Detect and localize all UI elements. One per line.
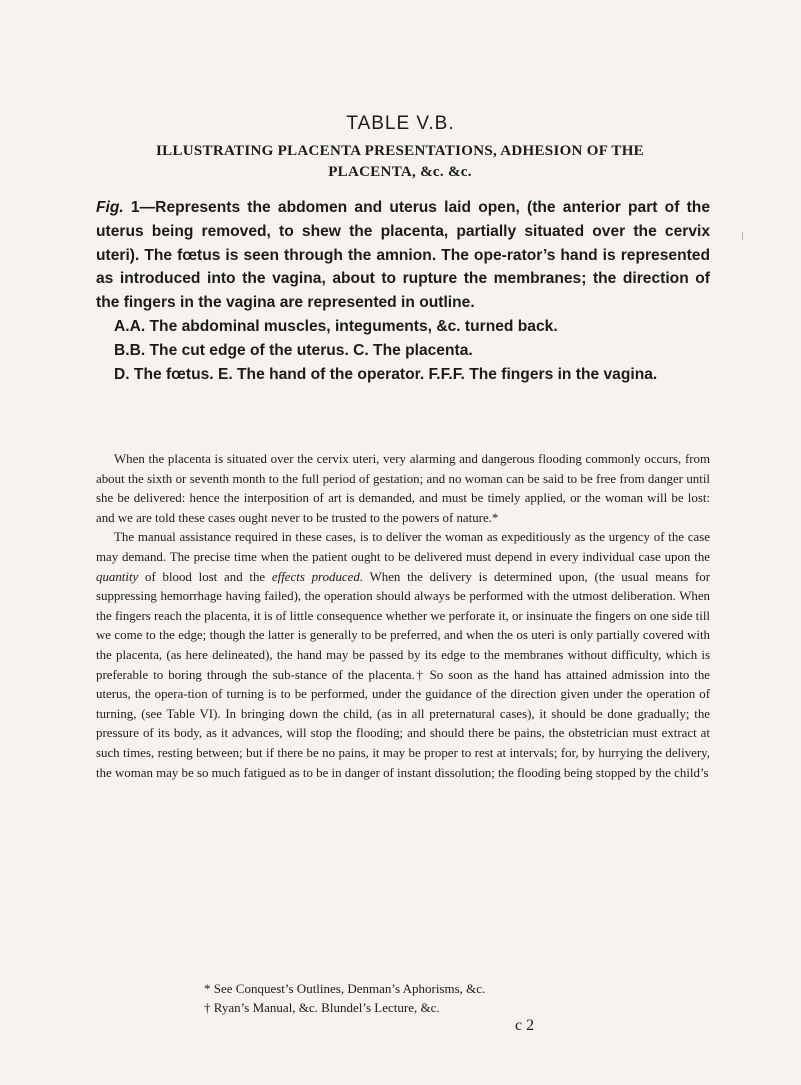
body-text: [96, 450, 710, 783]
paragraph: When the placenta is situated over the cervix uteri, very alarming and dangerous flooding commonly occurs, from about the sixth or seventh month to the full period of gestation; and no woman can be said to be free from danger until she be delivered: hence the interposition of art is demanded, and must be timely applied, or the woman will be lost: and we are told these cases ought never to be trusted to the powers of nature.*: [96, 452, 710, 525]
figure-label: Fig.: [96, 199, 124, 216]
paragraph-text: of blood lost and the: [138, 569, 272, 584]
legend-item: D. The fœtus. E. The hand of the operator. F.F.F. The fingers in the vagina.: [114, 365, 658, 383]
figure-caption-text: 1—Represents the abdomen and uterus laid open, (the anterior part of the uterus being removed, to shew the placenta, partially situated over the cervix uteri). The fœtus is seen through the amnion. The ope-rator’s hand is represented as introduced into the vagina, about to rupture the membranes; the direction of the fingers in the vagina are represented in outline.: [96, 199, 710, 312]
page-blemish: [742, 232, 743, 240]
footnote: † Ryan’s Manual, &c. Blundel’s Lecture, &c.: [204, 1000, 440, 1015]
signature-mark: c 2: [515, 1017, 535, 1034]
paragraph-text: The manual assistance required in these cases, is to deliver the woman as expeditiously as the urgency of the case may demand. The precise time when the patient ought to be delivered must depend in every individual case upon the: [96, 530, 710, 564]
emphasis-quantity: quantity: [96, 569, 139, 584]
legend-item: B.B. The cut edge of the uterus. C. The placenta.: [114, 341, 473, 359]
page-title: TABLE V.B.: [346, 113, 455, 134]
page-subtitle: ILLUSTRATING PLACENTA PRESENTATIONS, ADHESION OF THE PLACENTA, &c. &c.: [156, 143, 644, 180]
figure-description: [96, 196, 710, 386]
figure-caption: [96, 196, 710, 315]
legend-item: A.A. The abdominal muscles, integuments, &c. turned back.: [114, 317, 558, 335]
emphasis-effects: effects produced.: [271, 569, 364, 584]
paragraph: [96, 528, 710, 783]
paragraph-text: When the delivery is determined upon, (the usual means for suppressing hemorrhage having failed), the operation should always be performed with the utmost deliberation. When the fingers reach the placenta, it is of little consequence whether we perforate it, or insinuate the fingers on one side till we come to the edge; though the latter is generally to be preferred, and when the os uteri is only partially covered with the placenta, (as here delineated), the hand may be passed by its edge to the membranes without difficulty, which is preferable to boring through the sub-stance of the placenta.† So soon as the hand has attained admission into the uterus, the opera-tion of turning is to be performed, under the guidance of the direction given under the operation of turning, (see Table VI). In bringing down the child, (as in all preternatural cases), it should be done gradually; the pressure of its body, as it advances, will stop the flooding; and should there be pains, the obstetrician must extract at such times, resting between; but if there be no pains, it may be proper to rest at intervals; for, by hurrying the delivery, the woman may be so much fatigued as to be in danger of instant dissolution; the flooding being stopped by the child’s: [96, 569, 711, 780]
footnotes: [204, 979, 684, 1017]
footnote: * See Conquest’s Outlines, Denman’s Aphorisms, &c.: [204, 981, 486, 996]
